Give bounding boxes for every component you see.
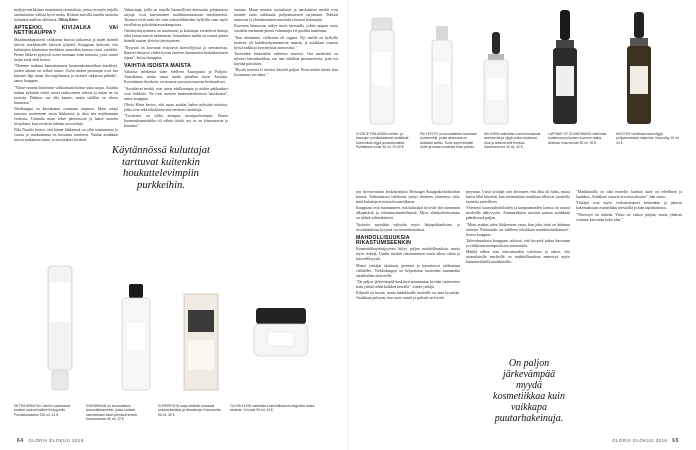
paragraph: "Moni asiakas tulee liikkeeseen vasta, kun joku tuttu on kehunut tuotetta. Puskaradio on edelleen tehokkain markkinointikanava", kertoo kauppias.	[466, 222, 570, 237]
publication-label: GLORIA ELOKUU 2016	[612, 438, 668, 443]
section-heading: MAHDOLLISUUKSIA RIKASTUMISEENKIN	[356, 234, 412, 246]
paragraph: Mattila näkee alan tulevaisuuden valoisana ja uskoo, että suomalaisilla merkeillä on mahdollisuuksia menestyä myös kansainvälisillä markkinoilla.	[466, 250, 570, 265]
caption-text: SNOWMANN on suomalainen kosmetiikkamerkki, jonka tuotteet valmistetaan käsin pienissä erissä. Kasvonaamio 50 ml, 32 €.	[86, 404, 138, 422]
paragraph: Olivia Klein kertoo, että moni asiakas hakee nykyään tuotteita, jotka ovat sekä tehokkaita että eettisesti tuotettuja.	[124, 103, 228, 113]
paragraph: "Viime vuonna lisäsimme valikoimaan kolme uutta sarjaa. Asiakas haluaa nykyään tietää, mistä raaka-aineet tulevat ja miten ne on tuotettu. Pakkaus saa olla kaunis, mutta sisällön on oltava kunnossa."	[14, 85, 118, 105]
publication-label: GLORIA ELOKUU 2016	[28, 438, 84, 443]
product-caption	[86, 404, 152, 444]
jar-icon	[250, 304, 312, 360]
paragraph: Tulevaisuudessa kauppiaat uskovat, että kysyntä jatkaa kasvuaan ja valikoima monipuolistuu entisestään.	[466, 238, 570, 249]
product-detra-tube	[40, 262, 80, 394]
paragraph: Yrittäjät ovat myös verkostoituneet keskenään ja jakavat kokemuksiaan esimerkiksi messuilla ja alan tapahtumissa.	[576, 201, 682, 211]
caption-text: OLIVIA KLEIN valmistaa kosmetiikkaa ekologisista raaka-aineista. Yövoide 50 ml, 44 €.	[230, 404, 316, 413]
paragraph: "Hyvää tuotetta ei tarvitse käyttää paljon. Pieni määrä riittää, kun koostumus on oikea."	[234, 68, 338, 78]
tube-icon	[40, 262, 80, 394]
paragraph: "Olemme mukana kannattamassa luonnonkosmetiikan merkkejä, joiden takana on selkeä tarina. Usein niiden perustajat ovat itse käyneet läpi oman iho-ongelmansa ja etsineet ratkaisua pitkään", sanoo kauppias.	[14, 64, 118, 84]
right-article-column-2	[466, 190, 570, 350]
paragraph: Maailmanlaajuisesti valikoima kasvaa jatkuvasti ja uudet brändit tulevat markkinoille harvoin tyhjästä. Kauppiaat kertovat, että kuluttajien kiinnostus merkkien taustoihin kasvaa vuosi vuodelta. Pienet liikkeet pystyvät usein tuomaan esiin tarinoita, joita suuret ketjut eivät ehdi kertoa.	[14, 37, 118, 62]
left-article-column-3	[234, 8, 338, 220]
paragraph: "Kun aloitimme, valikoima oli suppea. Nyt meillä on hyllyillä tuotteita yli kahdestakymmenestä maasta, ja asiakkaat osaavat kysyä tarkkoja kysymyksiä ainesosista."	[234, 35, 338, 50]
paragraph: Kosmetiikkayrittäjyyteen liittyy paljon mahdollisuuksia, mutta myös riskejä. Uuden merkin rakentaminen vaatii aikaa, rahaa ja kärsivällisyyttä.	[356, 247, 460, 262]
paragraph: "Yhteistyö on tärkeää. Yksin on vaikea pärjätä, mutta yhdessä voimme kasvattaa koko alaa."	[576, 212, 682, 222]
bottle-icon	[112, 282, 160, 394]
paragraph: Nettikauppa on kasvattanut osuuttaan nopeasti. Moni ostaja tutustuu tuotteeseen ensin liikkeessä ja tilaa sen myöhemmin verkosta. Toisaalta moni tekee päinvastoin ja hakee tuotetta kivijalasta, kun on ensin lukenut arvosteluja.	[14, 106, 118, 127]
section-heading: VAIHTIA ISOISTA MAISTA	[124, 62, 192, 69]
pull-quote	[490, 358, 568, 424]
paragraph: "On paljon järkevämpää keskittyä muutamaan hyvään tuotteeseen kuin yrittää tehdä kaikkea kerralla", toteaa yrittäjä.	[356, 280, 460, 290]
caption-text: LAPONIE OF SCANDINAVIA valmistaa tuotteensa pohjoisen luonnon raaka-aineista. Kasvovoide 50 ml, 39 €.	[548, 132, 607, 145]
section-heading: APTEEKKI, KIVIJALKA VAI NETTIKAUPPA?	[14, 25, 118, 37]
product-caption	[420, 132, 480, 184]
byline: Olivia Klein	[58, 18, 78, 23]
box-icon	[178, 290, 224, 394]
caption-text: CHOICE FINLANDIN meikin- ja kasvojen puhdistusaineet sisältävät luonnollisia öljyjä ja kasviuutteita. Puhdistava voide 30 ml, 29,90 €.	[356, 132, 409, 150]
dropper-bottle-icon	[548, 8, 582, 128]
page-number: 65	[672, 438, 679, 444]
paragraph: Kauppiaat ovat huomanneet, että kuluttajat kysyvät yhä useammin alkuperästä ja valmistusmenetelmistä. Myös eläinkokeettomuus on tärkeä valintakriteeri.	[356, 206, 460, 221]
left-article-column-1	[14, 8, 118, 220]
paragraph: Valmistajat, joilla on tarjolla luonnollisiin ainesosiin pohjautuvia sarjoja, ovat kasvattaneet markkinaosuuttaan merkittävästi. Tuotteet eivät enää ole vain erikoisliikkeiden hyllyillä vaan myös tavallisissa päivittäistavarakaupoissa.	[124, 8, 228, 28]
footer-left	[14, 438, 84, 444]
page-number: 64	[17, 438, 24, 444]
product-caption	[548, 132, 612, 184]
paragraph: rantaan. Muun muassa ruotsalaiset ja tanskalaiset merkit ovat tuoneet uutta raikkautta pohjoismaiseen tarjontaan. Puhtaat ainesosat ja yksinkertainen muotoilu vetoavat kuluttajiin.	[234, 8, 338, 23]
caption-text: NAIVTER valmistaa kasvoöljyjä pohjoismaisista marjoista. Kasvoöljy 15 ml, 34 €.	[616, 132, 680, 145]
paragraph: myynnin. Useat yrittäjät ovat kertoneet, että alku oli hidas, mutta kasvu lähti käyntiin, kun ensimmäiset asiakkaat alkoivat suositella tuotteita ystävilleen.	[466, 190, 570, 205]
paragraph: tyn hyvinvoinnin keskittymässä Helsingin Kauppakorkeakoulun kanssa. Tutkimuksen tuloksena syntyi yhteinen ymmärrys siitä, mitä kuluttaja arvostaa kosmetiikassa.	[356, 190, 460, 205]
product-caption	[616, 132, 682, 184]
product-snowmann-bottle	[112, 282, 160, 394]
dropper-bottle-icon	[478, 30, 514, 128]
product-caption	[158, 404, 224, 444]
pull-quote	[104, 145, 218, 191]
paragraph: Yhteistyö kauneushoitoloiden ja kampaamoiden kanssa on tuonut merkeille näkyvyyttä. Ammattilaisen suositus painaa asiakkaan päätöksessä paljon.	[466, 206, 570, 221]
paragraph: "Kysyntä on kasvanut erityisesti kasvoöljyissä ja seerumeissa. Ihmiset haluavat yhden hyvän tuotteen kymmenen keskinkertaisen sijaan", kertoo kauppias.	[124, 45, 228, 60]
paragraph: "Tuotteista on tullut aiempaa monipuolisempia. Ennen luonnonkosmetiikka oli vähän tylsää, nyt se on kiinnostavaa ja kaunista."	[124, 114, 228, 129]
paragraph: Valtaosa merkeistä tulee edelleen Euroopasta ja Pohjois-Amerikasta, mutta uusia tuulia puhaltaa myös Aasiasta. Korealainen ihonhoito on noussut suosioon nuorten keskuudessa.	[124, 70, 228, 85]
right-article-column-3	[576, 190, 682, 438]
product-choice-finland-tube	[362, 16, 402, 128]
paragraph: Tuotteiden hinnoittelu vaihtelee suuresti. Osa merkeistä on selvästi luksusluokkaa, osa taas edullisia perustuotteita, joita voi käyttää päivittäin.	[234, 51, 338, 67]
paragraph: "Markkinoilla on tilaa monelle, kunhan tuote on rehellinen ja laadukas. Asiakkaat osaavat arvostaa aitoutta", hän sanoo.	[576, 190, 682, 200]
product-laponie-jar	[548, 8, 582, 128]
caption-text: NIKI NEW valmistaa luonnonmukaisia seerumeita ja öljyjä, jotka ravitsevat ihoa ja antavat sille hehkua. Kasvoseerumi 30 ml, 42 €.	[484, 132, 541, 150]
tube-icon	[362, 16, 402, 128]
pull-quote-text: On paljon järkevämpää myydä kosmetiikkaa kuin vaikkapa puutarhakeinuja.	[493, 358, 565, 424]
paragraph: Kilpailu on kovaa, mutta laadukkaille tuotteille on aina kysyntää. Asiakkaat palaavat, kun tuote toimii ja palvelu on hyvää.	[356, 291, 460, 301]
caption-text: SUPERFOOD-sarja sisältää runsaasti antioksidantteja ja vitamiineja. Kasvovoide 50 ml, 36 €.	[158, 404, 221, 417]
paragraph: Kasvanut kiinnostus näkyy myös messuilla, joihin saapuu vuosi vuodelta enemmän pieniä valmistajia eri puolilta maailmaa.	[234, 24, 338, 34]
paragraph: Monet yrittäjät aloittavat pienestä ja kasvattavat valikoimaa vähitellen. Verkkokauppa on helpottanut tuotteiden saattamista asiakkaiden ulottuville.	[356, 263, 460, 278]
paragraph: Tuotteita myydään nykyään myös lahjapakkauksina, ja sesonkiaikoina kysyntä voi moninkertaistua.	[356, 222, 460, 232]
product-pai-hoyto-bottle	[424, 24, 460, 128]
dropper-bottle-icon	[622, 10, 656, 128]
paragraph: Ostokäyttäytyminen on muuttunut, ja kuluttajat vertailevat hintoja sekä laatua entistä tarkemmin. Sosiaalinen media on tuonut pienet brändit suuren yleisön tietoisuuteen.	[124, 29, 228, 44]
product-niki-new-dropper	[478, 30, 514, 128]
page-gutter	[347, 0, 349, 450]
product-caption	[230, 404, 320, 444]
paragraph: Niki Nuutila kertoo, että hänen liikkeensä on ollut toiminnassa jo vuosia ja asiakaskunta on kasvanut tasaisesti. Vanhat asiakkaat tuovat mukanaan uusia, ja suositukset leviävät.	[14, 128, 118, 143]
paragraph: "Aasialaiset merkit ovat usein edullisempia ja niiden pakkaukset ovat leikkisiä. Ne ovat tuoneet kauneudenhoitoon hauskuutta", sanoo kauppias.	[124, 86, 228, 101]
product-superfood-box	[178, 290, 224, 394]
pull-quote-text: Käytännössä kuluttajat tarttuvat kuitenkin houkuttelevimpiin purkkeihin.	[112, 145, 210, 191]
paragraph: maljoja merkkiinsa mainituista ravintolista, joissa on myös tarjolla ranskalaisten välissä hyvä ruoka. Kolmin sinisillä tasoilla tuotteita kylmässä mallien säiliöissä.	[14, 8, 118, 23]
product-naivter-bottle	[622, 10, 656, 128]
product-caption	[356, 132, 416, 184]
caption-text: PAI HÖYTÖ on suomalainen laadukas tuotemerkki, jonka ainesosat on tarkkaan valittu. Tuote sopii herkälle iholle ja antaa kosteutta koko päivän.	[420, 132, 477, 150]
bottle-icon	[424, 24, 460, 128]
right-article-column-1	[356, 190, 460, 438]
product-olivia-klein-jar	[250, 304, 312, 360]
caption-text: DETRA ARBUTIN -merkin vaahtoavat tuotteet sopivat kaikille ihotyypeille. Puhdistusvaahto 150 ml, 24 €.	[14, 404, 70, 417]
product-caption	[484, 132, 544, 184]
footer-right	[612, 438, 682, 444]
